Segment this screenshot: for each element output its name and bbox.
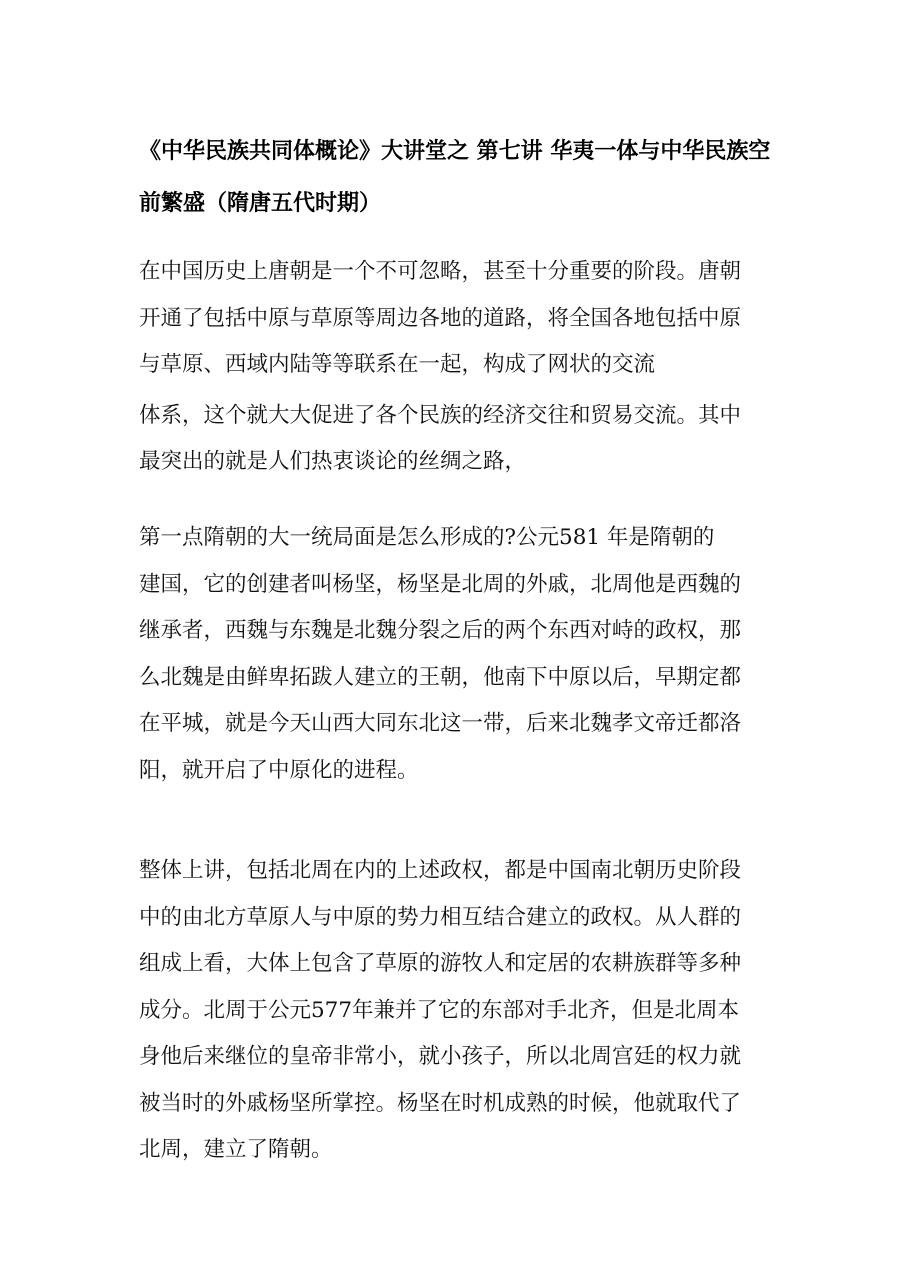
paragraph-2-line-3: 继承者，西魏与东魏是北魏分裂之后的两个东西对峙的政权，那 xyxy=(139,618,742,643)
paragraph-1-line-1: 在中国历史上唐朝是一个不可忽略，甚至十分重要的阶段。唐朝 xyxy=(139,259,742,284)
paragraph-2-line-1: 第一点隋朝的大一统局面是怎么形成的?公元581 年是隋朝的 xyxy=(139,525,715,550)
paragraph-3-line-4: 成分。北周于公元577年兼并了它的东部对手北齐，但是北周本 xyxy=(139,998,740,1023)
paragraph-3-line-6: 被当时的外戚杨坚所掌控。杨坚在时机成熟的时候，他就取代了 xyxy=(139,1091,742,1116)
paragraph-3-line-3: 组成上看，大体上包含了草原的游牧人和定居的农耕族群等多种 xyxy=(139,951,742,976)
paragraph-2-line-6: 阳，就开启了中原化的进程。 xyxy=(139,758,419,783)
paragraph-2-line-4: 么北魏是由鲜卑拓跋人建立的王朝，他南下中原以后，早期定都 xyxy=(139,665,742,690)
document-title: 《中华民族共同体概论》大讲堂之 第七讲 华夷一体与中华民族空前繁盛（隋唐五代时期） xyxy=(139,139,771,216)
paragraph-3-line-2: 中的由北方草原人与中原的势力相互结合建立的政权。从人群的 xyxy=(139,905,742,930)
paragraph-3-line-7: 北周，建立了隋朝。 xyxy=(139,1137,333,1162)
paragraph-3-line-1: 整体上讲，包括北周在内的上述政权，都是中国南北朝历史阶段 xyxy=(139,858,742,883)
paragraph-3-line-5: 身他后来继位的皇帝非常小，就小孩子，所以北周宫廷的权力就 xyxy=(139,1044,742,1069)
paragraph-1-line-2: 开通了包括中原与草原等周边各地的道路，将全国各地包括中原 xyxy=(139,306,742,331)
paragraph-2-line-2: 建国，它的创建者叫杨坚，杨坚是北周的外戚，北周他是西魏的 xyxy=(139,572,742,597)
paragraph-1-line-5: 最突出的就是人们热衷谈论的丝绸之路， xyxy=(139,449,527,474)
paragraph-1-line-3: 与草原、西域内陆等等联系在一起，构成了网状的交流 xyxy=(139,352,656,377)
paragraph-1-line-4: 体系，这个就大大促进了各个民族的经济交往和贸易交流。其中 xyxy=(139,403,742,428)
paragraph-2-line-5: 在平城，就是今天山西大同东北这一带，后来北魏孝文帝迁都洛 xyxy=(139,711,742,736)
